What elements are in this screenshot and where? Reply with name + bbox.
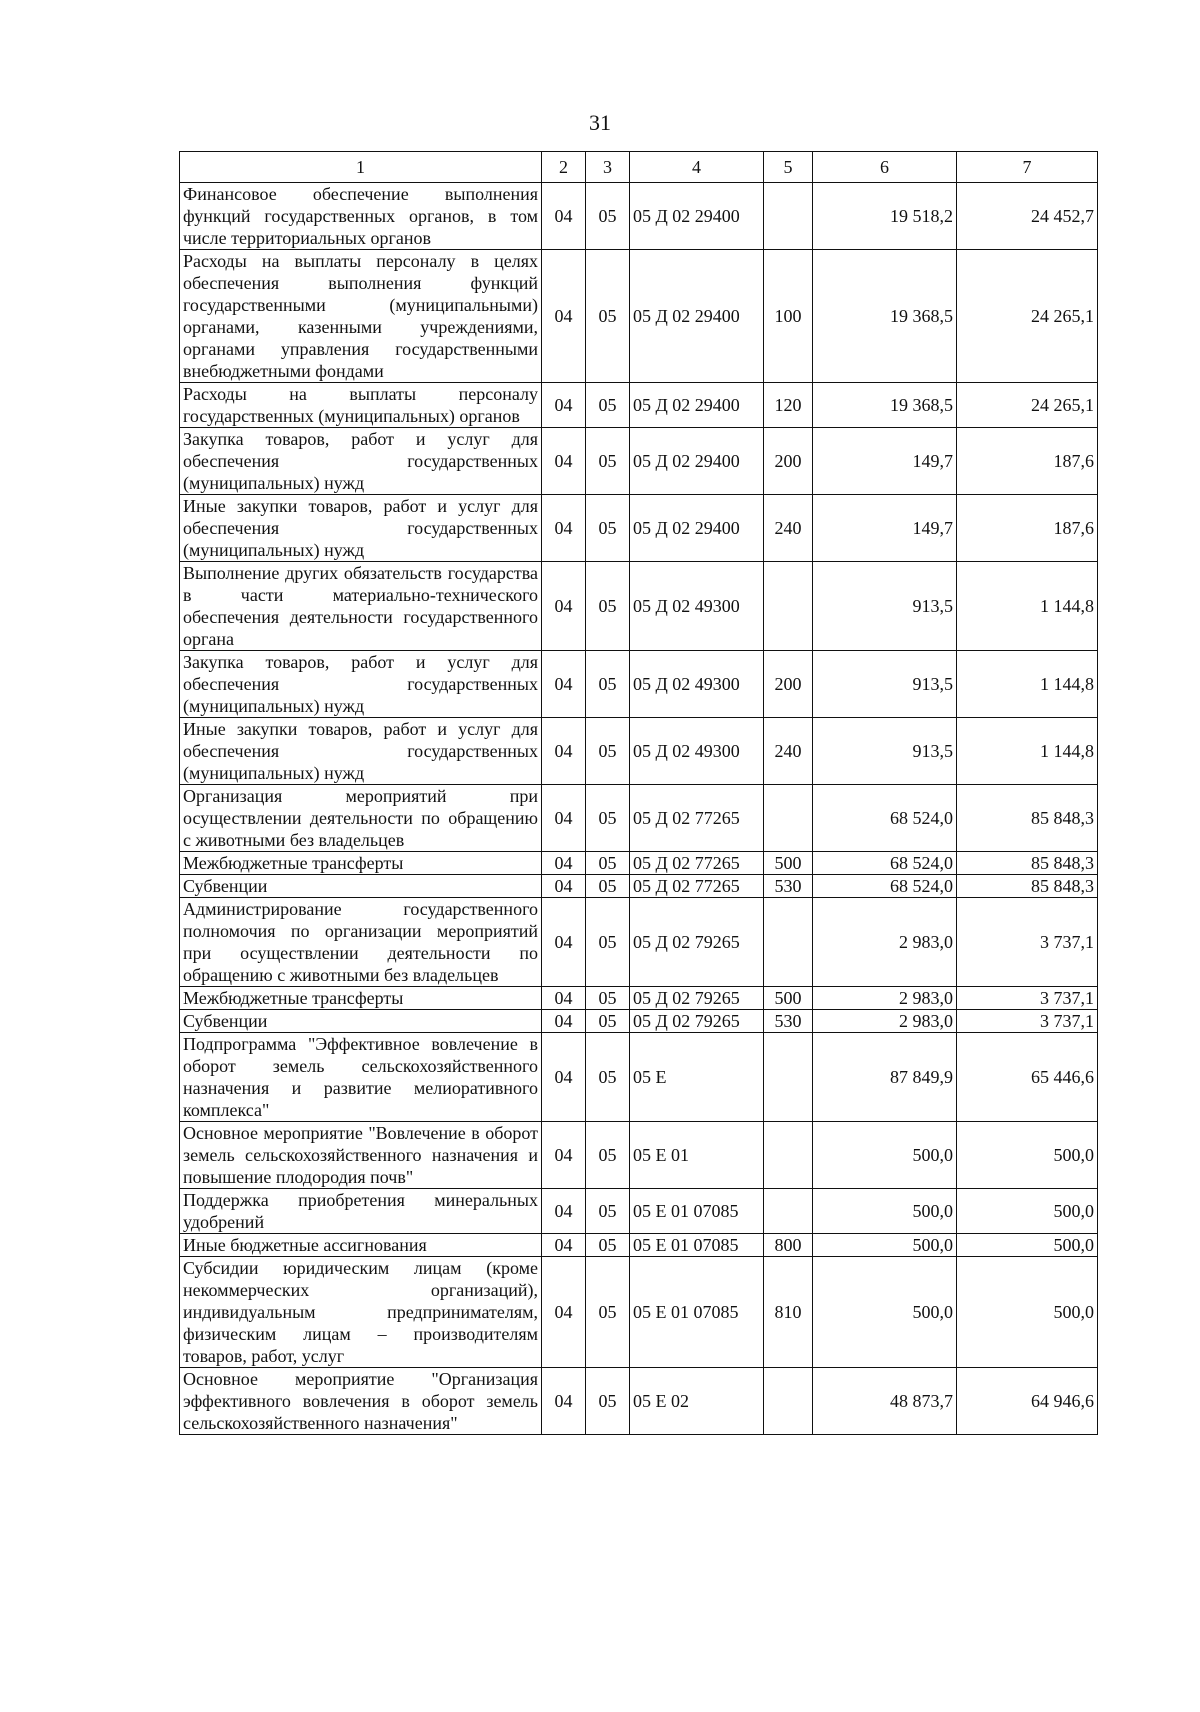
target-article-cell: 05 Д 02 79265 [630, 898, 764, 987]
expense-type-cell: 100 [764, 250, 813, 383]
target-article-cell: 05 Д 02 49300 [630, 718, 764, 785]
expense-type-cell [764, 1122, 813, 1189]
subsection-code-cell: 05 [586, 183, 630, 250]
table-row [180, 651, 1098, 718]
target-article-cell: 05 Е 01 [630, 1122, 764, 1189]
amount-year1-cell: 19 368,5 [813, 250, 957, 383]
amount-year2-cell: 24 265,1 [957, 250, 1098, 383]
amount-year1-cell: 500,0 [813, 1234, 957, 1257]
amount-year1-cell: 913,5 [813, 651, 957, 718]
row-name-cell: Расходы на выплаты персоналу в целях обеспечения выполнения функций государственными (муниципальными) органами, казенными учреждениями, органами управления государственными внебюджетными фондами [180, 250, 542, 383]
table-row [180, 718, 1098, 785]
amount-year2-cell: 85 848,3 [957, 852, 1098, 875]
section-code-cell: 04 [542, 875, 586, 898]
subsection-code-cell: 05 [586, 852, 630, 875]
expense-type-cell: 120 [764, 383, 813, 428]
table-row [180, 1368, 1098, 1435]
target-article-cell: 05 Д 02 79265 [630, 987, 764, 1010]
table-row [180, 562, 1098, 651]
amount-year1-cell: 913,5 [813, 562, 957, 651]
section-code-cell: 04 [542, 1010, 586, 1033]
amount-year1-cell: 68 524,0 [813, 875, 957, 898]
amount-year1-cell: 500,0 [813, 1257, 957, 1368]
amount-year2-cell: 24 452,7 [957, 183, 1098, 250]
amount-year2-cell: 187,6 [957, 495, 1098, 562]
expense-type-cell [764, 562, 813, 651]
section-code-cell: 04 [542, 651, 586, 718]
subsection-code-cell: 05 [586, 250, 630, 383]
target-article-cell: 05 Е 01 07085 [630, 1189, 764, 1234]
expense-type-cell: 810 [764, 1257, 813, 1368]
row-name-cell: Финансовое обеспечение выполнения функций государственных органов, в том числе территориальных органов [180, 183, 542, 250]
section-code-cell: 04 [542, 898, 586, 987]
row-name-cell: Субвенции [180, 1010, 542, 1033]
expense-type-cell [764, 898, 813, 987]
row-name-cell: Основное мероприятие "Организация эффективного вовлечения в оборот земель сельскохозяйственного назначения" [180, 1368, 542, 1435]
subsection-code-cell: 05 [586, 875, 630, 898]
expense-type-cell: 240 [764, 495, 813, 562]
amount-year1-cell: 500,0 [813, 1189, 957, 1234]
amount-year2-cell: 65 446,6 [957, 1033, 1098, 1122]
amount-year2-cell: 85 848,3 [957, 785, 1098, 852]
table-row [180, 1234, 1098, 1257]
row-name-cell: Поддержка приобретения минеральных удобрений [180, 1189, 542, 1234]
amount-year1-cell: 500,0 [813, 1122, 957, 1189]
subsection-code-cell: 05 [586, 785, 630, 852]
amount-year2-cell: 500,0 [957, 1257, 1098, 1368]
amount-year2-cell: 500,0 [957, 1122, 1098, 1189]
amount-year2-cell: 24 265,1 [957, 383, 1098, 428]
target-article-cell: 05 Д 02 29400 [630, 383, 764, 428]
amount-year2-cell: 1 144,8 [957, 651, 1098, 718]
amount-year1-cell: 68 524,0 [813, 852, 957, 875]
section-code-cell: 04 [542, 1122, 586, 1189]
section-code-cell: 04 [542, 1234, 586, 1257]
table-row [180, 1033, 1098, 1122]
row-name-cell: Иные закупки товаров, работ и услуг для обеспечения государственных (муниципальных) нужд [180, 495, 542, 562]
expense-type-cell: 200 [764, 428, 813, 495]
target-article-cell: 05 Д 02 49300 [630, 562, 764, 651]
row-name-cell: Субвенции [180, 875, 542, 898]
budget-table [179, 151, 1098, 1435]
target-article-cell: 05 Д 02 29400 [630, 250, 764, 383]
row-name-cell: Закупка товаров, работ и услуг для обеспечения государственных (муниципальных) нужд [180, 428, 542, 495]
amount-year2-cell: 85 848,3 [957, 875, 1098, 898]
amount-year1-cell: 19 368,5 [813, 383, 957, 428]
table-row [180, 1010, 1098, 1033]
amount-year2-cell: 3 737,1 [957, 987, 1098, 1010]
expense-type-cell: 530 [764, 1010, 813, 1033]
amount-year2-cell: 1 144,8 [957, 562, 1098, 651]
subsection-code-cell: 05 [586, 1368, 630, 1435]
amount-year1-cell: 2 983,0 [813, 1010, 957, 1033]
section-code-cell: 04 [542, 250, 586, 383]
row-name-cell: Основное мероприятие "Вовлечение в оборот земель сельскохозяйственного назначения и повышение плодородия почв" [180, 1122, 542, 1189]
header-cell: 5 [764, 152, 813, 183]
expense-type-cell [764, 1368, 813, 1435]
section-code-cell: 04 [542, 562, 586, 651]
amount-year2-cell: 1 144,8 [957, 718, 1098, 785]
table-row [180, 987, 1098, 1010]
section-code-cell: 04 [542, 1257, 586, 1368]
section-code-cell: 04 [542, 1189, 586, 1234]
header-row [180, 152, 1098, 183]
subsection-code-cell: 05 [586, 898, 630, 987]
row-name-cell: Иные бюджетные ассигнования [180, 1234, 542, 1257]
target-article-cell: 05 Е [630, 1033, 764, 1122]
section-code-cell: 04 [542, 428, 586, 495]
expense-type-cell [764, 1189, 813, 1234]
target-article-cell: 05 Д 02 77265 [630, 785, 764, 852]
table-row [180, 428, 1098, 495]
subsection-code-cell: 05 [586, 651, 630, 718]
expense-type-cell: 500 [764, 852, 813, 875]
subsection-code-cell: 05 [586, 562, 630, 651]
amount-year1-cell: 2 983,0 [813, 898, 957, 987]
section-code-cell: 04 [542, 495, 586, 562]
expense-type-cell [764, 1033, 813, 1122]
section-code-cell: 04 [542, 987, 586, 1010]
target-article-cell: 05 Д 02 29400 [630, 428, 764, 495]
row-name-cell: Подпрограмма "Эффективное вовлечение в оборот земель сельскохозяйственного назначения и развитие мелиоративного комплекса" [180, 1033, 542, 1122]
amount-year1-cell: 87 849,9 [813, 1033, 957, 1122]
section-code-cell: 04 [542, 183, 586, 250]
row-name-cell: Администрирование государственного полномочия по организации мероприятий при осуществлении деятельности по обращению с животными без владельцев [180, 898, 542, 987]
amount-year2-cell: 500,0 [957, 1234, 1098, 1257]
table-body [180, 183, 1098, 1435]
expense-type-cell: 500 [764, 987, 813, 1010]
subsection-code-cell: 05 [586, 1257, 630, 1368]
target-article-cell: 05 Е 01 07085 [630, 1257, 764, 1368]
row-name-cell: Межбюджетные трансферты [180, 852, 542, 875]
section-code-cell: 04 [542, 718, 586, 785]
table-row [180, 250, 1098, 383]
amount-year2-cell: 187,6 [957, 428, 1098, 495]
subsection-code-cell: 05 [586, 1033, 630, 1122]
amount-year2-cell: 3 737,1 [957, 1010, 1098, 1033]
amount-year1-cell: 913,5 [813, 718, 957, 785]
page-number: 31 [589, 110, 611, 135]
expense-type-cell [764, 785, 813, 852]
table-row [180, 852, 1098, 875]
section-code-cell: 04 [542, 1368, 586, 1435]
section-code-cell: 04 [542, 785, 586, 852]
amount-year1-cell: 2 983,0 [813, 987, 957, 1010]
subsection-code-cell: 05 [586, 495, 630, 562]
subsection-code-cell: 05 [586, 718, 630, 785]
target-article-cell: 05 Д 02 77265 [630, 875, 764, 898]
section-code-cell: 04 [542, 1033, 586, 1122]
amount-year1-cell: 68 524,0 [813, 785, 957, 852]
amount-year2-cell: 500,0 [957, 1189, 1098, 1234]
amount-year1-cell: 149,7 [813, 428, 957, 495]
row-name-cell: Расходы на выплаты персоналу государственных (муниципальных) органов [180, 383, 542, 428]
target-article-cell: 05 Д 02 79265 [630, 1010, 764, 1033]
expense-type-cell: 240 [764, 718, 813, 785]
row-name-cell: Межбюджетные трансферты [180, 987, 542, 1010]
target-article-cell: 05 Д 02 77265 [630, 852, 764, 875]
row-name-cell: Закупка товаров, работ и услуг для обеспечения государственных (муниципальных) нужд [180, 651, 542, 718]
header-cell: 4 [630, 152, 764, 183]
subsection-code-cell: 05 [586, 1010, 630, 1033]
header-cell: 3 [586, 152, 630, 183]
expense-type-cell: 530 [764, 875, 813, 898]
header-cell: 2 [542, 152, 586, 183]
table-row [180, 1257, 1098, 1368]
section-code-cell: 04 [542, 383, 586, 428]
target-article-cell: 05 Д 02 29400 [630, 183, 764, 250]
table-row [180, 1189, 1098, 1234]
row-name-cell: Организация мероприятий при осуществлении деятельности по обращению с животными без владельцев [180, 785, 542, 852]
table-row [180, 183, 1098, 250]
header-cell: 7 [957, 152, 1098, 183]
amount-year1-cell: 19 518,2 [813, 183, 957, 250]
subsection-code-cell: 05 [586, 428, 630, 495]
row-name-cell: Выполнение других обязательств государства в части материально-технического обеспечения деятельности государственного органа [180, 562, 542, 651]
table-row [180, 383, 1098, 428]
table-row [180, 875, 1098, 898]
table-row [180, 1122, 1098, 1189]
expense-type-cell [764, 183, 813, 250]
amount-year2-cell: 64 946,6 [957, 1368, 1098, 1435]
subsection-code-cell: 05 [586, 383, 630, 428]
table-row [180, 785, 1098, 852]
row-name-cell: Иные закупки товаров, работ и услуг для обеспечения государственных (муниципальных) нужд [180, 718, 542, 785]
header-cell: 6 [813, 152, 957, 183]
target-article-cell: 05 Е 02 [630, 1368, 764, 1435]
row-name-cell: Субсидии юридическим лицам (кроме некоммерческих организаций), индивидуальным предпринимателям, физическим лицам – производителям товаров, работ, услуг [180, 1257, 542, 1368]
subsection-code-cell: 05 [586, 987, 630, 1010]
amount-year2-cell: 3 737,1 [957, 898, 1098, 987]
target-article-cell: 05 Д 02 29400 [630, 495, 764, 562]
table-row [180, 495, 1098, 562]
table-header [180, 152, 1098, 183]
section-code-cell: 04 [542, 852, 586, 875]
amount-year1-cell: 48 873,7 [813, 1368, 957, 1435]
expense-type-cell: 800 [764, 1234, 813, 1257]
subsection-code-cell: 05 [586, 1234, 630, 1257]
expense-type-cell: 200 [764, 651, 813, 718]
amount-year1-cell: 149,7 [813, 495, 957, 562]
header-cell: 1 [180, 152, 542, 183]
subsection-code-cell: 05 [586, 1189, 630, 1234]
table-row [180, 898, 1098, 987]
target-article-cell: 05 Д 02 49300 [630, 651, 764, 718]
target-article-cell: 05 Е 01 07085 [630, 1234, 764, 1257]
subsection-code-cell: 05 [586, 1122, 630, 1189]
